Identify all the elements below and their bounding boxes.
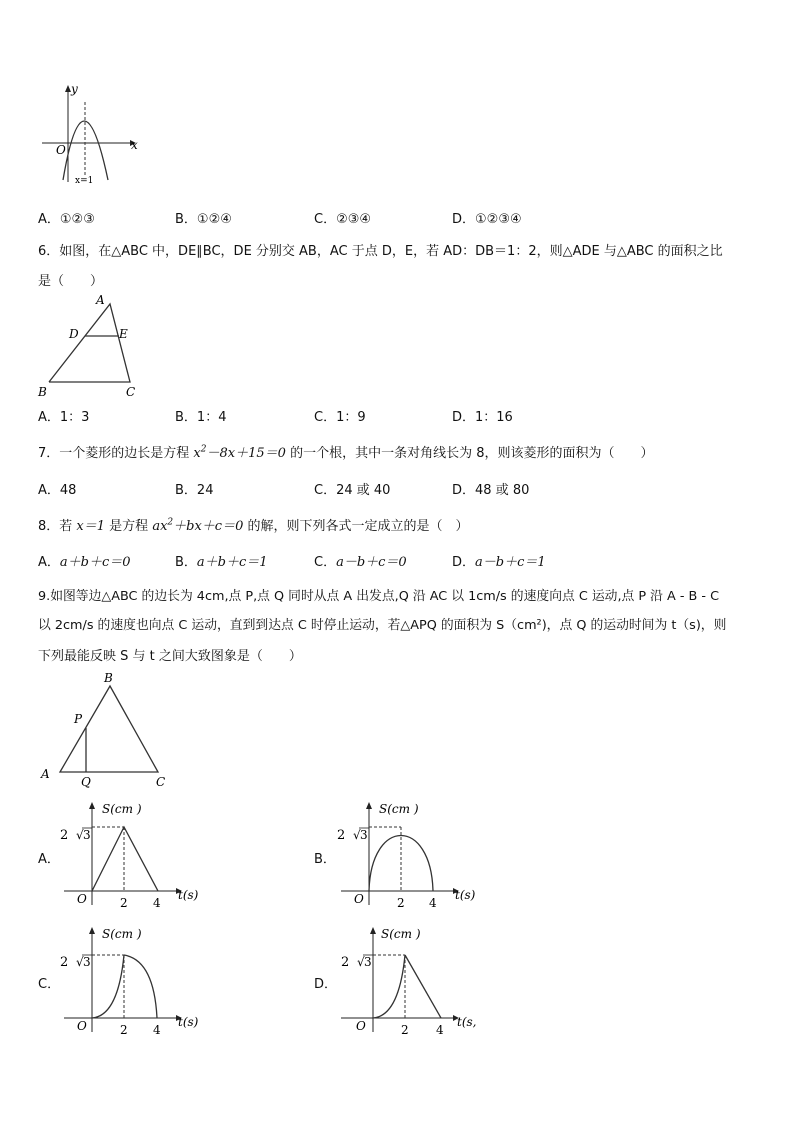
point-d-label: D <box>69 327 79 341</box>
q9-option-a-label[interactable]: A． <box>38 852 60 867</box>
q7-option-b[interactable]: B．24 <box>175 483 214 498</box>
peak-value-coef: 2 <box>337 828 346 843</box>
q7-stem: 7．一个菱形的边长是方程 $x^2-8x+15=0$ 的一个根，其中一条对角线长为 8，则该菱形的面积为（ ） <box>38 444 654 461</box>
q6-triangle-figure <box>38 292 148 402</box>
q5-parabola-figure <box>38 82 148 187</box>
q9-stem-line2: 以 2cm/s 的速度也向点 C 运动，直到到达点 C 时停止运动，若△APQ 的面积为 S（cm²)，点 Q 的运动时间为 t（s)，则 <box>38 618 727 633</box>
t-axis-label: t(s) <box>178 888 199 902</box>
origin-label: O <box>77 1019 87 1033</box>
peak-value-coef: 2 <box>341 955 350 970</box>
q9-stem-line3: 下列最能反映 S 与 t 之间大致图象是（ ） <box>38 649 302 664</box>
q6-option-b[interactable]: B．1：4 <box>175 410 227 425</box>
s-axis-label: S(cm ) <box>102 927 142 941</box>
origin-label: O <box>56 143 66 157</box>
peak-value-radicand: 3 <box>360 828 368 842</box>
s-t-curve-rise <box>92 955 124 1018</box>
q5-option-b[interactable]: B．①②④ <box>175 212 232 227</box>
sqrt-sign-icon: √ <box>353 828 361 842</box>
t-tick-4: 4 <box>429 896 437 910</box>
peak-value-coef: 2 <box>60 828 69 843</box>
q5-option-a[interactable]: A．①②③ <box>38 212 95 227</box>
t-tick-4: 4 <box>153 896 161 910</box>
q7-option-d[interactable]: D．48 或 80 <box>452 483 530 498</box>
q9-graph-b[interactable] <box>335 797 485 912</box>
s-t-curve-fall <box>124 955 157 1018</box>
t-axis-label: t(s) <box>178 1015 199 1029</box>
t-tick-2: 2 <box>401 1023 409 1037</box>
s-axis-label: S(cm ) <box>379 802 419 816</box>
q9-graph-d[interactable] <box>335 922 485 1037</box>
q8-option-b[interactable]: B．a＋b＋c＝1 <box>175 555 268 570</box>
peak-value-radicand: 3 <box>83 828 91 842</box>
s-axis-label: S(cm ) <box>381 927 421 941</box>
q9-option-c-label[interactable]: C． <box>38 977 61 992</box>
s-arrow-icon <box>370 927 376 934</box>
point-p-label: P <box>74 712 83 726</box>
vertex-b-label: B <box>104 671 113 685</box>
s-arrow-icon <box>89 802 95 809</box>
q6-stem-line1: 6．如图，在△ABC 中，DE∥BC，DE 分别交 AB，AC 于点 D，E，若 AD：DB＝1：2，则△ADE 与△ABC 的面积之比 <box>38 244 723 259</box>
q5-option-c[interactable]: C．②③④ <box>314 212 372 227</box>
q8-option-c[interactable]: C．a－b＋c＝0 <box>314 555 407 570</box>
y-label: y <box>71 82 78 96</box>
q9-triangle-figure <box>38 668 178 790</box>
q6-stem-line2: 是（ ） <box>38 274 104 289</box>
q9-graph-c[interactable] <box>58 922 208 1037</box>
vertex-a-label: A <box>96 293 105 307</box>
peak-value-coef: 2 <box>60 955 69 970</box>
vertex-c-label: C <box>126 385 136 399</box>
q8-option-d[interactable]: D．a－b＋c＝1 <box>452 555 546 570</box>
origin-label: O <box>77 892 87 906</box>
s-arrow-icon <box>366 802 372 809</box>
origin-label: O <box>354 892 364 906</box>
t-axis-label: t(s, <box>457 1015 477 1029</box>
sqrt-sign-icon: √ <box>357 955 365 969</box>
axis-of-symmetry-label: x=1 <box>75 176 94 186</box>
t-tick-2: 2 <box>120 1023 128 1037</box>
s-t-curve-rise <box>373 955 405 1018</box>
equilateral-triangle <box>60 686 158 772</box>
q7-option-c[interactable]: C．24 或 40 <box>314 483 391 498</box>
q6-option-a[interactable]: A．1：3 <box>38 410 90 425</box>
t-tick-4: 4 <box>153 1023 161 1037</box>
q9-option-d-label[interactable]: D． <box>314 977 338 992</box>
q8-option-a[interactable]: A．a＋b＋c＝0 <box>38 555 131 570</box>
origin-label: O <box>356 1019 366 1033</box>
vertex-b-label: B <box>38 385 47 399</box>
sqrt-sign-icon: √ <box>76 955 84 969</box>
vertex-c-label: C <box>156 775 166 789</box>
q9-graph-a[interactable] <box>58 797 208 912</box>
point-q-label: Q <box>81 775 91 789</box>
q8-stem: 8．若 x＝1 是方程 $ax^2+bx+c=0$ 的解，则下列各式一定成立的是（ ） <box>38 517 469 534</box>
peak-value-radicand: 3 <box>83 955 91 969</box>
s-t-curve-fall <box>405 955 441 1018</box>
triangle-abc <box>49 304 130 382</box>
vertex-a-label: A <box>41 767 50 781</box>
q9-stem-line1: 9.如图等边△ABC 的边长为 4cm,点 P,点 Q 同时从点 A 出发点,Q 沿 AC 以 1cm/s 的速度向点 C 运动,点 P 沿 A - B - C <box>38 589 720 604</box>
t-tick-2: 2 <box>120 896 128 910</box>
q7-option-a[interactable]: A．48 <box>38 483 77 498</box>
t-tick-4: 4 <box>436 1023 444 1037</box>
peak-value-radicand: 3 <box>364 955 372 969</box>
t-axis-label: t(s) <box>455 888 476 902</box>
sqrt-sign-icon: √ <box>76 828 84 842</box>
q9-option-b-label[interactable]: B． <box>314 852 336 867</box>
q6-option-d[interactable]: D．1：16 <box>452 410 513 425</box>
t-tick-2: 2 <box>397 896 405 910</box>
point-e-label: E <box>119 327 128 341</box>
s-t-curve <box>92 827 158 891</box>
s-axis-label: S(cm ) <box>102 802 142 816</box>
q6-option-c[interactable]: C．1：9 <box>314 410 366 425</box>
x-label: x <box>131 138 138 152</box>
q5-option-d[interactable]: D．①②③④ <box>452 212 522 227</box>
s-arrow-icon <box>89 927 95 934</box>
